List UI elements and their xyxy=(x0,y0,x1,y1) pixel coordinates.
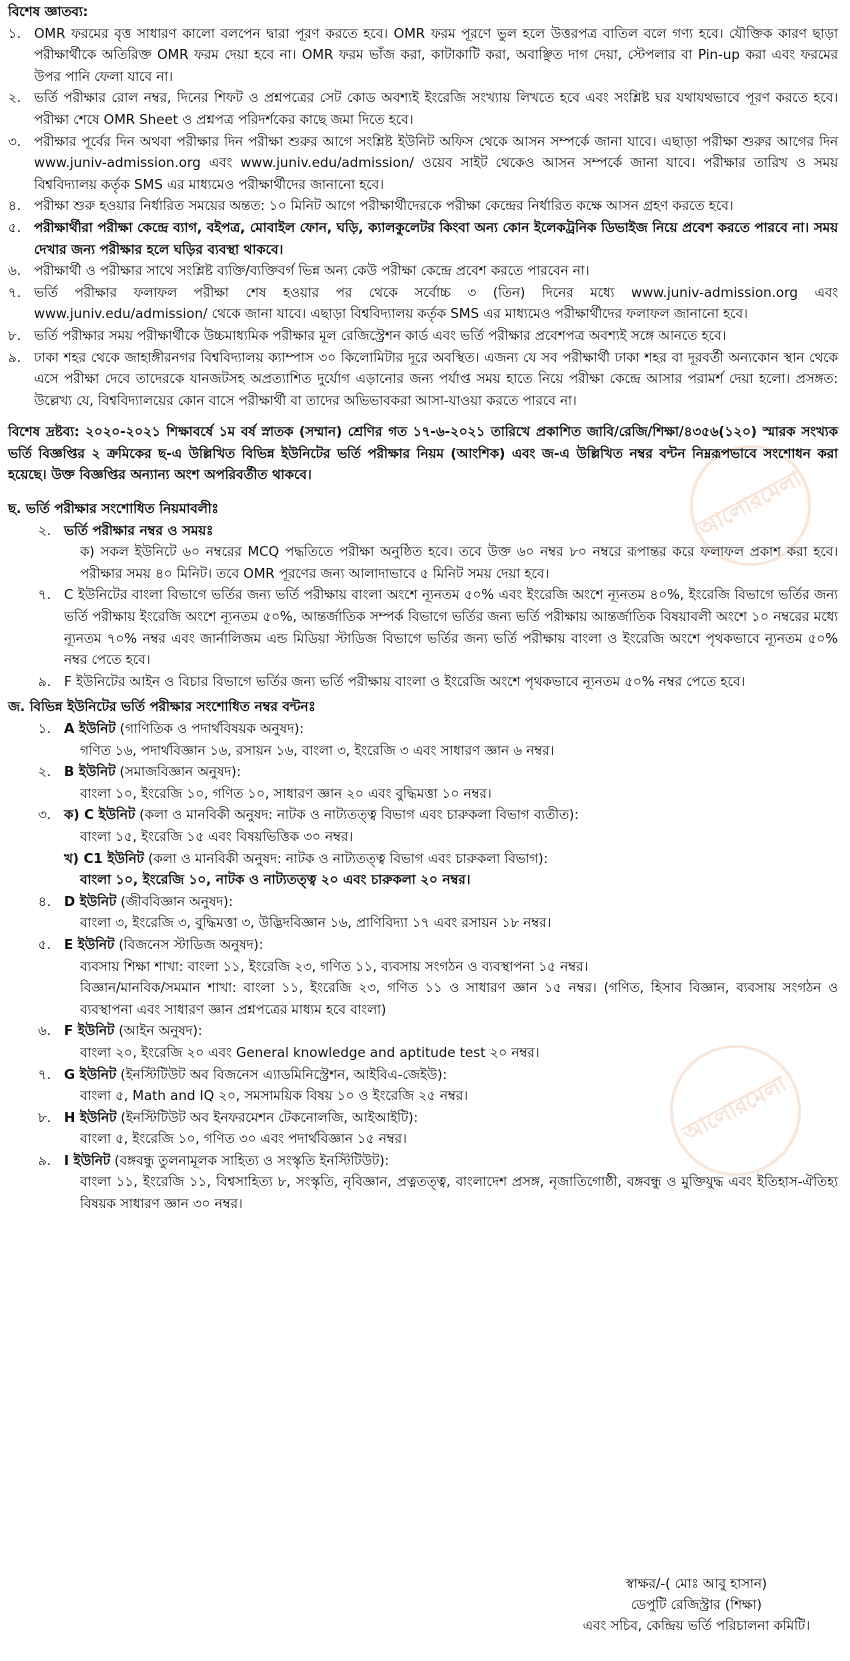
unit-marks: বিজ্ঞান/মানবিক/সমমান শাখা: বাংলা ১১, ইংরেজি ২৩, গণিত ১১ ও সাধারণ জ্ঞান ১৫ নম্বর। (গণিত, হিসাব বিজ্ঞান, ব্যবসায় সংগঠন ও ব্যবস্থাপনা এবং সাধারণ জ্ঞান প্রশ্নপত্রের মাধ্যম হবে বাংলা) xyxy=(80,981,838,1018)
unit-body xyxy=(64,1108,838,1151)
signature-line-name: স্বাক্ষর/-( মোঃ আবু হাসান) xyxy=(625,1577,768,1592)
unit-name: G ইউনিট xyxy=(64,1067,117,1083)
unit-item xyxy=(8,1065,838,1108)
unit-faculty: (আইন অনুষদ): xyxy=(114,1024,203,1040)
note-number: ২. xyxy=(8,91,21,107)
unit-heading xyxy=(64,935,838,957)
note-item xyxy=(8,218,838,261)
note-number: ১. xyxy=(8,26,21,42)
unit-body xyxy=(64,849,838,892)
unit-marks: গণিত ১৬, পদার্থবিজ্ঞান ১৬, রসায়ন ১৬, বাংলা ৩, ইংরেজি ৩ এবং সাধারণ জ্ঞান ৬ নম্বর। xyxy=(80,743,555,759)
note-item xyxy=(8,196,838,218)
note-number: ৭. xyxy=(8,285,21,301)
unit-body xyxy=(64,719,838,762)
note-text: পরীক্ষা শুরু হওয়ার নির্ধারিত সময়ের অন্তত: ১০ মিনিট আগে পরীক্ষার্থীদেরকে পরীক্ষা কেন্দ্রের নির্ধারিত কক্ষে আসন গ্রহণ করতে হবে। xyxy=(34,199,734,215)
unit-number: ৫. xyxy=(38,937,51,953)
note-text: ভর্তি পরীক্ষার ফলাফল পরীক্ষা শেষ হওয়ার পর থেকে সর্বোচ্চ ৩ (তিন) দিনের মধ্যে www.juniv-admission.org এবং www.juniv.edu/admission/ থেকে জানা যাবে। এছাড়া বিশ্ববিদ্যালয় কর্তৃক SMS এর মাধ্যমেও পরীক্ষার্থীদের ফলাফল জানানো হবে। xyxy=(34,285,838,323)
note-number: ৮. xyxy=(8,328,21,344)
unit-name: ক) C ইউনিট xyxy=(64,808,136,824)
note-text: ঢাকা শহর থেকে জাহাঙ্গীরনগর বিশ্ববিদ্যালয় ক্যাম্পাস ৩০ কিলোমিটার দূরে অবস্থিত। এজন্য যে সব পরীক্ষার্থী ঢাকা শহর বা দূরবর্তী অন্যকোন স্থান থেকে এসে পরীক্ষা দেবে তাদেরকে যানজটসহ অপ্রত্যাশিত দুর্যোগ এড়ানোর জন্য পর্যাপ্ত সময় হাতে নিয়ে পরীক্ষা কেন্দ্রে আসার পরামর্শ দেয়া হলো। প্রসঙ্গত: উল্লেখ্য যে, বিশ্ববিদ্যালয়ের কোন বাসে পরীক্ষার্থী বা তাদের অভিভাবকরা আসা-যাওয়া করতে পারবে না। xyxy=(34,350,838,409)
unit-item xyxy=(8,805,838,848)
unit-marks: বাংলা ১০, ইংরেজি ১০, নাটক ও নাট্যতত্ত্ব ২০ এবং চারুকলা ২০ নম্বর। xyxy=(80,873,471,889)
note-text: পরীক্ষার্থী ও পরীক্ষার সাথে সংশ্লিষ্ট ব্যক্তি/ব্যক্তিবর্গ ভিন্ন অন্য কেউ পরীক্ষা কেন্দ্রে প্রবেশ করতে পারবেন না। xyxy=(34,264,590,280)
note-text: পরীক্ষার পূর্বের দিন অথবা পরীক্ষার দিন পরীক্ষা শুরুর আগে সংশ্লিষ্ট ইউনিট অফিস থেকে আসন সম্পর্কে জানা যাবে। এছাড়া পরীক্ষা শুরুর আগের দিন www.juniv-admission.org এবং www.juniv.edu/admission/ ওয়েব সাইট থেকেও আসন সম্পর্কে জানা যাবে। পরীক্ষার তারিখ ও সময় বিশ্ববিদ্যালয় কর্তৃক SMS এর মাধ্যমেও পরীক্ষার্থীদের জানানো হবে। xyxy=(34,134,838,193)
unit-faculty: (ইনস্টিটিউট অব ইনফরমেশন টেকনোলজি, আইআইটি): xyxy=(116,1110,419,1126)
rule-number: ৯. xyxy=(38,674,51,690)
unit-heading xyxy=(64,1065,838,1087)
note-number: ৫. xyxy=(8,220,21,236)
unit-marks: বাংলা ১১, ইংরেজি ১১, বিশ্বসাহিত্য ৮, সংস্কৃতি, নৃবিজ্ঞান, প্রত্নতত্ত্ব, বাংলাদেশ প্রসঙ্গ, নৃজাতিগোষ্ঠী, বঙ্গবন্ধু ও মুক্তিযুদ্ধ এবং ইতিহাস-ঐতিহ্য বিষয়ক সাধারণ জ্ঞান ৩০ নম্বর। xyxy=(80,1175,838,1213)
unit-body xyxy=(64,892,838,935)
unit-body xyxy=(64,805,838,848)
note-item xyxy=(8,88,838,131)
unit-body xyxy=(64,1021,838,1064)
unit-item xyxy=(8,762,838,805)
rule-item xyxy=(8,585,838,671)
rules-heading: ছ. ভর্তি পরীক্ষার সংশোধিত নিয়মাবলীঃ xyxy=(8,502,219,518)
rule-title: ভর্তি পরীক্ষার নম্বর ও সময়ঃ xyxy=(64,523,214,539)
note-text: ভর্তি পরীক্ষার সময় পরীক্ষার্থীকে উচ্চমাধ্যমিক পরীক্ষার মূল রেজিস্ট্রেশন কার্ড এবং ভর্তি পরীক্ষার প্রবেশপত্র অবশ্যই সঙ্গে আনতে হবে। xyxy=(34,328,727,344)
unit-item xyxy=(8,935,838,1021)
unit-faculty: (ইনস্টিটিউট অব বিজনেস এ্যাডমিনিস্ট্রেশন, আইবিএ-জেইউ): xyxy=(116,1067,448,1083)
unit-name: E ইউনিট xyxy=(64,937,115,953)
note-text: পরীক্ষার্থীরা পরীক্ষা কেন্দ্রে ব্যাগ, বইপত্র, মোবাইল ফোন, ঘড়ি, ক্যালকুলেটর কিংবা অন্য কোন ইলেকট্রনিক ডিভাইজ নিয়ে প্রবেশ করতে পারবে না। সময় দেখার জন্য পরীক্ষার হলে ঘড়ির ব্যবস্থা থাকবে। xyxy=(34,220,838,258)
unit-number: ৪. xyxy=(38,894,51,910)
note-item xyxy=(8,283,838,326)
note-item xyxy=(8,348,838,413)
note-item xyxy=(8,132,838,197)
unit-marks: বাংলা ৩, ইংরেজি ৩, বুদ্ধিমত্তা ৩, উদ্ভিদবিজ্ঞান ১৬, প্রাণিবিদ্যা ১৭ এবং রসায়ন ১৮ নম্বর। xyxy=(80,916,552,932)
special-note: বিশেষ দ্রষ্টব্য: ২০২০-২০২১ শিক্ষাবর্ষে ১ম বর্ষ স্নাতক (সম্মান) শ্রেণির গত ১৭-৬-২০২১ তারিখে প্রকাশিত জাবি/রেজি/শিক্ষা/৪৩৫৬(১২০) স্মারক সংখ্যক ভর্তি বিজ্ঞপ্তির ২ ক্রমিকের ছ-এ উল্লিখিত বিভিন্ন ইউনিটের ভর্তি পরীক্ষার নিয়ম (আংশিক) এবং জ-এ উল্লিখিত নম্বর বন্টন নিম্নরূপভাবে সংশোধন করা হয়েছে। উক্ত বিজ্ঞপ্তির অন্যান্য অংশ অপরিবর্তীত থাকবে। xyxy=(8,425,838,484)
rule-body xyxy=(64,585,838,671)
rule-number: ২. xyxy=(38,523,51,539)
unit-name: খ) C1 ইউনিট xyxy=(64,851,144,867)
unit-number: ৯. xyxy=(38,1153,51,1169)
unit-heading xyxy=(64,892,838,914)
unit-heading xyxy=(64,805,838,827)
watermark-logo-bottom: আলোরমেলা xyxy=(647,1022,824,1199)
unit-heading xyxy=(64,1108,838,1130)
rule-item xyxy=(8,672,838,694)
unit-body xyxy=(64,762,838,805)
rule-text: ক) সকল ইউনিটে ৬০ নম্বরের MCQ পদ্ধতিতে পরীক্ষা অনুষ্ঠিত হবে। তবে উক্ত ৬০ নম্বর ৮০ নম্বরে রূপান্তর করে ফলাফল প্রকাশ করা হবে। পরীক্ষার সময় ৪০ মিনিট। তবে OMR পূরণের জন্য আলাদাভাবে ৫ মিনিট সময় দেয়া হবে। xyxy=(80,545,838,582)
rule-text: C ইউনিটের বাংলা বিভাগে ভর্তির জন্য ভর্তি পরীক্ষায় বাংলা অংশে ন্যূনতম ৫০% এবং ইংরেজি অংশে ন্যূনতম ৪০%, ইংরেজি বিভাগে ভর্তির জন্য ভর্তি পরীক্ষায় ইংরেজি অংশে ন্যূনতম ৫০%, আন্তর্জাতিক সম্পর্ক বিভাগে ভর্তির জন্য ভর্তি পরীক্ষায় আন্তর্জাতিক বিষয়াবলী অংশে ১০ নম্বরের মধ্যে ন্যূনতম ৭০% নম্বর এবং জার্নালিজম এন্ড মিডিয়া স্টাডিজ বিভাগে ভর্তির জন্য ভর্তি পরীক্ষায় বাংলা ও ইংরেজি অংশে পৃথকভাবে ন্যূনতম ৫০% নম্বর পেতে হবে। xyxy=(64,588,838,669)
rules-list xyxy=(8,521,838,694)
unit-number: ৬. xyxy=(38,1024,51,1040)
rule-body xyxy=(64,521,838,586)
rule-body xyxy=(64,672,838,694)
note-number: ৬. xyxy=(8,264,21,280)
note-item xyxy=(8,261,838,283)
notice-document xyxy=(8,0,838,1216)
unit-heading xyxy=(64,719,838,741)
unit-name: A ইউনিট xyxy=(64,722,116,737)
note-item xyxy=(8,24,838,89)
unit-number: ৮. xyxy=(38,1110,51,1126)
unit-number xyxy=(38,849,64,892)
notes-list xyxy=(8,24,838,413)
signature-block xyxy=(583,1574,810,1637)
unit-body xyxy=(64,935,838,1021)
unit-marks: বাংলা ২০, ইংরেজি ২০ এবং General knowledge and aptitude test ২০ নম্বর। xyxy=(80,1045,540,1061)
rule-text: F ইউনিটের আইন ও বিচার বিভাগে ভর্তির জন্য ভর্তি পরীক্ষায় বাংলা ও ইংরেজি অংশে পৃথকভাবে ন্যূনতম ৫০% নম্বর পেতে হবে। xyxy=(64,674,746,690)
unit-marks: ব্যবসায় শিক্ষা শাখা: বাংলা ১১, ইংরেজি ২৩, গণিত ১১, ব্যবসায় সংগঠন ও ব্যবস্থাপনা ১৫ নম্বর। xyxy=(80,959,589,975)
unit-faculty: (কলা ও মানবিকী অনুষদ: নাটক ও নাট্যতত্ত্ব বিভাগ এবং চারুকলা বিভাগ ব্যতীত): xyxy=(135,808,579,824)
unit-heading xyxy=(64,849,838,871)
unit-name: B ইউনিট xyxy=(64,765,116,781)
signature-line-committee: এবং সচিব, কেন্দ্রিয় ভর্তি পরিচালনা কমিটি। xyxy=(582,1619,810,1634)
unit-item xyxy=(8,892,838,935)
unit-faculty: (জীববিজ্ঞান অনুষদ): xyxy=(116,894,234,910)
rule-number: ৭. xyxy=(38,588,51,604)
unit-name: I ইউনিট xyxy=(64,1153,111,1169)
unit-marks: বাংলা ১৫, ইংরেজি ১৫ এবং বিষয়ভিত্তিক ৩০ নম্বর। xyxy=(80,829,354,845)
note-text: ভর্তি পরীক্ষার রোল নম্বর, দিনের শিফট ও প্রশ্নপত্রের সেট কোড অবশ্যই ইংরেজি সংখ্যায় লিখতে হবে এবং সংশ্লিষ্ট ঘর যথাযথভাবে পূরণ করতে হবে। পরীক্ষা শেষে OMR Sheet ও প্রশ্নপত্র পরিদর্শকের কাছে জমা দিতে হবে। xyxy=(34,91,838,128)
watermark-logo-top: আলোরমেলা xyxy=(669,424,833,588)
note-text: OMR ফরমের বৃত্ত সাধারণ কালো বলপেন দ্বারা পূরণ করতে হবে। OMR ফরম পূরণে ভুল হলে উত্তরপত্র বাতিল বলে গণ্য হবে। যৌক্তিক কারণ ছাড়া পরীক্ষার্থীকে অতিরিক্ত OMR ফরম দেয়া হবে না। OMR ফরম ভাঁজ করা, কাটাকাটি করা, অবাঞ্ছিত দাগ দেয়া, স্টেপলার বা Pin-up করা এবং ফরমের উপর পানি ফেলা যাবে না। xyxy=(34,26,838,85)
unit-heading xyxy=(64,1151,838,1173)
unit-heading xyxy=(64,1021,838,1043)
unit-number: ৩. xyxy=(38,808,51,824)
unit-marks: বাংলা ১০, ইংরেজি ১০, গণিত ১০, সাধারণ জ্ঞান ২০ এবং বুদ্ধিমত্তা ১০ নম্বর। xyxy=(80,786,492,802)
unit-faculty: (কলা ও মানবিকী অনুষদ: নাটক ও নাট্যতত্ত্ব বিভাগ এবং চারুকলা বিভাগ): xyxy=(143,851,549,867)
unit-marks: বাংলা ৫, Math and IQ ২০, সমসাময়িক বিষয় ১০ ও ইংরেজি ২৫ নম্বর। xyxy=(80,1089,468,1105)
note-number: ৪. xyxy=(8,199,21,215)
unit-heading xyxy=(64,762,838,784)
unit-faculty: (বিজনেস স্টাডিজ অনুষদ): xyxy=(114,937,264,953)
note-item xyxy=(8,326,838,348)
unit-faculty: (বঙ্গবন্ধু তুলনামূলক সাহিত্য ও সংস্কৃতি ইনস্টিটিউট): xyxy=(110,1153,390,1169)
unit-item xyxy=(8,719,838,762)
units-list xyxy=(8,719,838,1216)
unit-body xyxy=(64,1065,838,1108)
note-number: ৯. xyxy=(8,350,21,366)
unit-number: ২. xyxy=(38,765,51,781)
unit-number: ১. xyxy=(38,722,51,737)
distribution-heading: জ. বিভিন্ন ইউনিটের ভর্তি পরীক্ষার সংশোধিত নম্বর বন্টনঃ xyxy=(8,700,316,716)
unit-faculty: (গাণিতিক ও পদার্থবিষয়ক অনুষদ): xyxy=(115,722,304,737)
unit-item xyxy=(8,1151,838,1216)
signature-line-title: ডেপুটি রেজিস্ট্রার (শিক্ষা) xyxy=(630,1598,762,1613)
unit-number: ৭. xyxy=(38,1067,51,1083)
unit-item xyxy=(8,849,838,892)
unit-faculty: (সমাজবিজ্ঞান অনুষদ): xyxy=(115,765,241,781)
unit-item xyxy=(8,1021,838,1064)
unit-item xyxy=(8,1108,838,1151)
unit-name: D ইউনিট xyxy=(64,894,117,910)
notes-heading: বিশেষ জ্ঞাতব্য: xyxy=(8,5,89,20)
unit-body xyxy=(64,1151,838,1216)
unit-marks: বাংলা ৫, ইংরেজি ১০, গণিত ৩০ এবং পদার্থবিজ্ঞান ১৫ নম্বর। xyxy=(80,1132,407,1148)
unit-name: F ইউনিট xyxy=(64,1024,115,1040)
note-number: ৩. xyxy=(8,134,21,150)
rule-item xyxy=(8,521,838,586)
unit-name: H ইউনিট xyxy=(64,1110,117,1126)
